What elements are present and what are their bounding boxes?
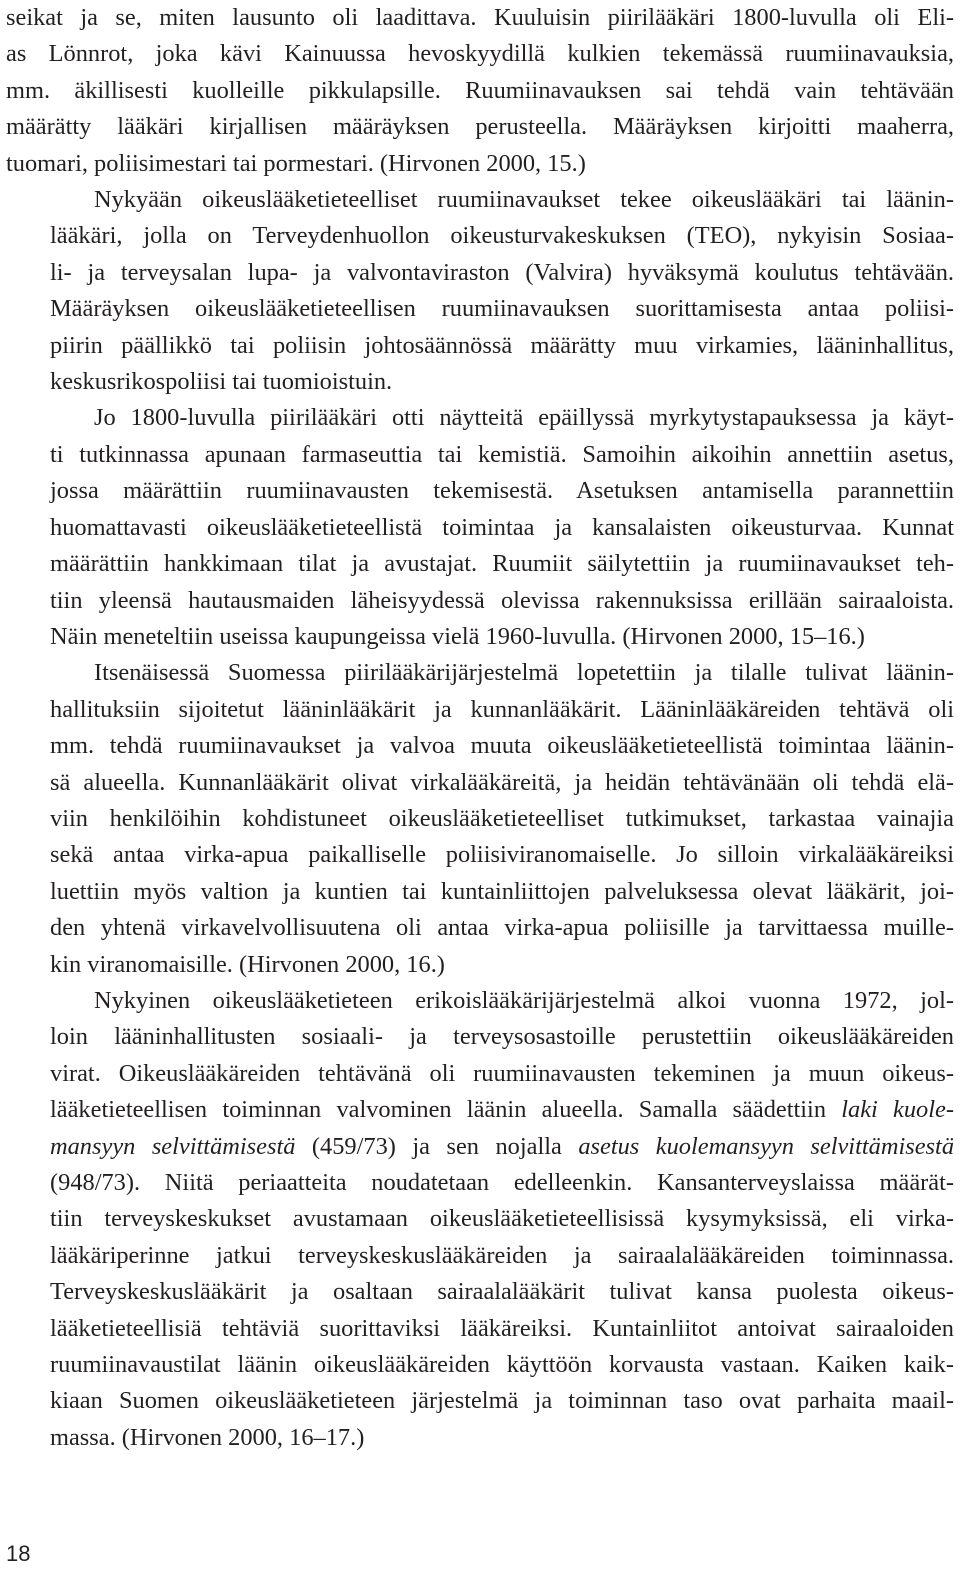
text-line: sä alueella. Kunnanlääkärit olivat virkalääkäreitä, ja heidän tehtävänään oli tehdä elä-	[50, 768, 954, 796]
text-line: Jo 1800-luvulla piirilääkäri otti näytteitä epäillyssä myrkytystapauksessa ja käyt-	[94, 404, 954, 432]
text-line: kin viranomaisille. (Hirvonen 2000, 16.)	[50, 950, 445, 978]
text-line	[6, 1092, 954, 1128]
text-line: mm. äkillisesti kuolleille pikkulapsille. Ruumiinavauksen sai tehdä vain tehtävään	[6, 76, 954, 104]
law-title-italic: laki kuole-	[841, 1096, 954, 1124]
text-line: tiin yleensä hautausmaiden läheisyydessä olevissa rakennuksissa erillään sairaaloista.	[50, 586, 954, 614]
text-line: loin lääninhallitusten sosiaali- ja terveysosastoille perustettiin oikeuslääkäreiden	[50, 1023, 954, 1051]
page-number: 18	[6, 1541, 31, 1566]
text-line: hallituksiin sijoitetut lääninlääkärit ja kunnanlääkärit. Lääninlääkäreiden tehtävä oli	[50, 695, 954, 723]
text-line: Nykyinen oikeuslääketieteen erikoislääkärijärjestelmä alkoi vuonna 1972, jol-	[94, 986, 954, 1014]
text-line: Määräyksen oikeuslääketieteellisen ruumiinavauksen suorittamisesta antaa poliisi-	[50, 295, 954, 323]
text-line: kiaan Suomen oikeuslääketieteen järjestelmä ja toiminnan taso ovat parhaita maail-	[50, 1387, 954, 1415]
text-line: Nykyään oikeuslääketieteelliset ruumiinavaukset tekee oikeuslääkäri tai läänin-	[94, 186, 954, 214]
paragraph-2	[6, 182, 954, 400]
paragraph-1	[6, 0, 954, 182]
text-line: lääkäriperinne jatkui terveyskeskuslääkäreiden ja sairaalalääkäreiden toiminnassa.	[50, 1241, 954, 1269]
text-line: Itsenäisessä Suomessa piirilääkärijärjestelmä lopetettiin ja tilalle tulivat läänin-	[94, 659, 954, 687]
text-line	[6, 1129, 954, 1165]
paragraph-5	[6, 983, 954, 1456]
text-line: jossa määrättiin ruumiinavausten tekemisestä. Asetuksen antamisella parannettiin	[50, 477, 954, 505]
text-line: keskusrikospoliisi tai tuomioistuin.	[50, 368, 393, 396]
paragraph-4	[6, 655, 954, 983]
text-line: seikat ja se, miten lausunto oli laadittava. Kuuluisin piirilääkäri 1800-luvulla oli Eli-	[6, 4, 954, 31]
text-fragment: lääketieteellisen toiminnan valvominen läänin alueella. Samalla säädettiin	[50, 1096, 827, 1124]
text-line: virat. Oikeuslääkäreiden tehtävänä oli ruumiinavausten tekeminen ja muun oikeus-	[50, 1059, 954, 1087]
text-line: tiin terveyskeskukset avustamaan oikeuslääketieteellisissä kysymyksissä, eli virka-	[50, 1205, 954, 1233]
text-fragment: (459/73) ja sen nojalla	[311, 1132, 562, 1160]
law-title-italic: mansyyn selvittämisestä	[50, 1132, 296, 1160]
text-line: määrätty lääkäri kirjallisen määräyksen perusteella. Määräyksen kirjoitti maaherra,	[6, 113, 954, 141]
text-line: ti tutkinnassa apunaan farmaseuttia tai kemistiä. Samoihin aikoihin annettiin asetus,	[50, 440, 954, 468]
text-line: lääkäri, jolla on Terveydenhuollon oikeusturvakeskuksen (TEO), nykyisin Sosiaa-	[50, 222, 954, 250]
text-line: (948/73). Niitä periaatteita noudatetaan edelleenkin. Kansanterveyslaissa määrät-	[50, 1169, 954, 1196]
text-line: den yhtenä virkavelvollisuutena oli antaa virka-apua poliisille ja tarvittaessa muille-	[50, 914, 954, 942]
text-line: määrättiin hankkimaan tilat ja avustajat. Ruumiit säilytettiin ja ruumiinavaukset teh-	[50, 550, 954, 578]
text-line: lääketieteellisiä tehtäviä suorittaviksi lääkäreiksi. Kuntainliitot antoivat sairaaloiden	[50, 1314, 954, 1342]
text-line: huomattavasti oikeuslääketieteellistä toimintaa ja kansalaisten oikeusturvaa. Kunnat	[50, 513, 954, 541]
text-line: sekä antaa virka-apua paikalliselle poliisiviranomaiselle. Jo silloin virkalääkäreiksi	[50, 841, 954, 869]
text-line: li- ja terveysalan lupa- ja valvontaviraston (Valvira) hyväksymä koulutus tehtävään.	[50, 258, 954, 286]
decree-title-italic: asetus kuolemansyyn selvittämisestä	[578, 1132, 955, 1160]
text-line: tuomari, poliisimestari tai pormestari. (Hirvonen 2000, 15.)	[6, 149, 586, 177]
text-line: Terveyskeskuslääkärit ja osaltaan sairaalalääkärit tulivat kansa puolesta oikeus-	[50, 1278, 954, 1306]
text-line: mm. tehdä ruumiinavaukset ja valvoa muuta oikeuslääketieteellistä toimintaa läänin-	[50, 732, 954, 760]
text-line: viin henkilöihin kohdistuneet oikeuslääketieteelliset tutkimukset, tarkastaa vainajia	[50, 804, 954, 832]
paragraph-3	[6, 400, 954, 655]
body-text	[6, 0, 954, 1456]
text-line: as Lönnrot, joka kävi Kainuussa hevoskyydillä kulkien tekemässä ruumiinavauksia,	[6, 40, 954, 68]
text-line: massa. (Hirvonen 2000, 16–17.)	[50, 1423, 365, 1451]
text-line: Näin meneteltiin useissa kaupungeissa vielä 1960-luvulla. (Hirvonen 2000, 15–16.)	[50, 622, 865, 650]
text-line: ruumiinavaustilat läänin oikeuslääkäreiden käyttöön korvausta vastaan. Kaiken kaik-	[50, 1351, 954, 1379]
text-line: piirin päällikkö tai poliisin johtosäännössä määrätty muu virkamies, lääninhallitus,	[50, 331, 954, 359]
text-line: luettiin myös valtion ja kuntien tai kuntainliittojen palveluksessa olevat lääkärit, joi-	[50, 877, 954, 905]
